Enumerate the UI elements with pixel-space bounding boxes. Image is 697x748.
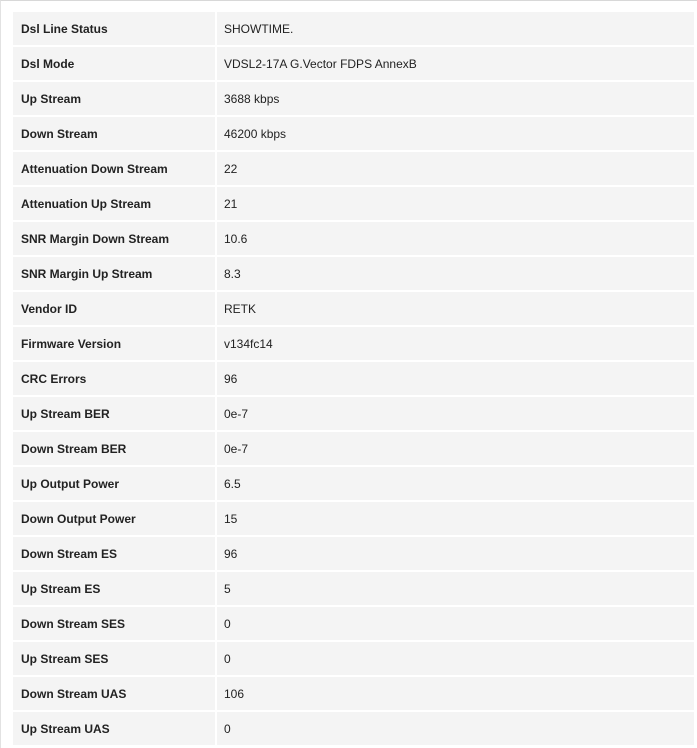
row-value: 5 xyxy=(217,572,694,605)
row-value: 0e-7 xyxy=(217,432,694,465)
row-label: Down Stream ES xyxy=(13,537,217,570)
row-value: 8.3 xyxy=(217,257,694,290)
row-label: Down Stream BER xyxy=(13,432,217,465)
table-row xyxy=(13,712,694,745)
row-value: 0 xyxy=(217,607,694,640)
row-label: Up Stream xyxy=(13,82,217,115)
table-row xyxy=(13,467,694,500)
row-value: SHOWTIME. xyxy=(217,12,694,45)
table-row xyxy=(13,397,694,430)
row-value: 22 xyxy=(217,152,694,185)
row-label: CRC Errors xyxy=(13,362,217,395)
row-label: Up Stream ES xyxy=(13,572,217,605)
row-label: SNR Margin Down Stream xyxy=(13,222,217,255)
row-value: RETK xyxy=(217,292,694,325)
row-value: 96 xyxy=(217,362,694,395)
table-row xyxy=(13,187,694,220)
table-row xyxy=(13,47,694,80)
row-label: Attenuation Down Stream xyxy=(13,152,217,185)
row-label: Down Stream SES xyxy=(13,607,217,640)
row-label: Up Stream UAS xyxy=(13,712,217,745)
row-label: Down Stream xyxy=(13,117,217,150)
row-value: 3688 kbps xyxy=(217,82,694,115)
row-label: Down Stream UAS xyxy=(13,677,217,710)
table-row xyxy=(13,677,694,710)
row-label: Dsl Line Status xyxy=(13,12,217,45)
row-value: 96 xyxy=(217,537,694,570)
table-row xyxy=(13,327,694,360)
table-row xyxy=(13,607,694,640)
table-row xyxy=(13,222,694,255)
row-value: 0 xyxy=(217,712,694,745)
row-label: SNR Margin Up Stream xyxy=(13,257,217,290)
table-row xyxy=(13,82,694,115)
table-row xyxy=(13,572,694,605)
row-label: Up Stream BER xyxy=(13,397,217,430)
row-value: 15 xyxy=(217,502,694,535)
row-value: 0e-7 xyxy=(217,397,694,430)
table-row xyxy=(13,257,694,290)
row-value: VDSL2-17A G.Vector FDPS AnnexB xyxy=(217,47,694,80)
table-row xyxy=(13,432,694,465)
row-label: Firmware Version xyxy=(13,327,217,360)
table-row xyxy=(13,117,694,150)
row-label: Dsl Mode xyxy=(13,47,217,80)
dsl-status-table xyxy=(13,10,694,747)
row-label: Up Stream SES xyxy=(13,642,217,675)
row-value: 21 xyxy=(217,187,694,220)
table-row xyxy=(13,152,694,185)
table-row xyxy=(13,502,694,535)
row-value: 10.6 xyxy=(217,222,694,255)
row-value: 46200 kbps xyxy=(217,117,694,150)
row-label: Attenuation Up Stream xyxy=(13,187,217,220)
row-value: 0 xyxy=(217,642,694,675)
table-row xyxy=(13,537,694,570)
row-value: 106 xyxy=(217,677,694,710)
row-label: Up Output Power xyxy=(13,467,217,500)
row-value: v134fc14 xyxy=(217,327,694,360)
table-row xyxy=(13,12,694,45)
row-label: Down Output Power xyxy=(13,502,217,535)
row-value: 6.5 xyxy=(217,467,694,500)
table-row xyxy=(13,642,694,675)
table-row xyxy=(13,362,694,395)
table-row xyxy=(13,292,694,325)
row-label: Vendor ID xyxy=(13,292,217,325)
